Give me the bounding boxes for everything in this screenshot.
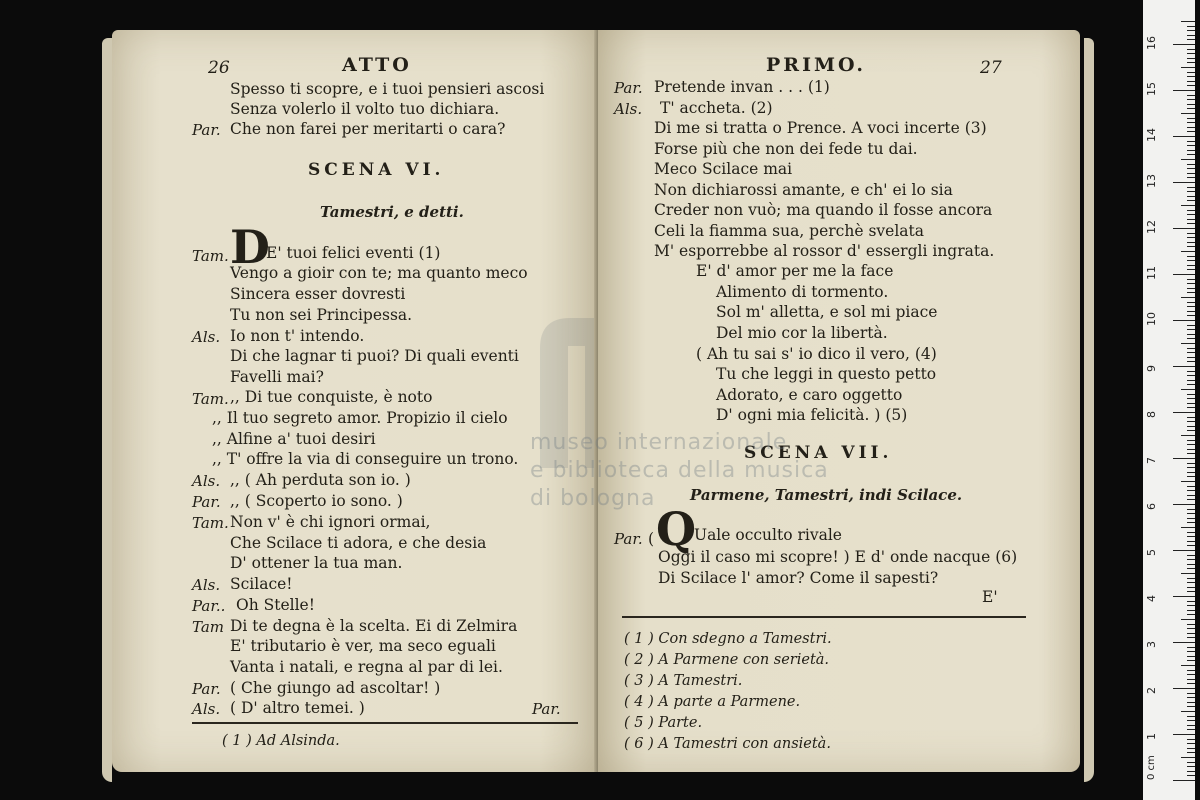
ruler-label: 13: [1145, 174, 1158, 188]
footnote: ( 6 ) A Tamestri con ansietà.: [624, 736, 831, 752]
ruler-tick: [1187, 131, 1195, 132]
footnote: ( 3 ) A Tamestri.: [624, 673, 743, 689]
ruler-tick: [1187, 743, 1195, 744]
open-book: [108, 30, 1084, 778]
ruler-tick: [1187, 601, 1195, 602]
ruler-tick: [1173, 90, 1195, 91]
ruler-tick: [1187, 651, 1195, 652]
ruler-tick: [1187, 76, 1195, 77]
ruler-tick: [1187, 26, 1195, 27]
ruler-label: 6: [1145, 503, 1158, 510]
verse-line: Scilace!: [230, 575, 293, 593]
ruler-tick: [1187, 191, 1195, 192]
ruler-tick: [1187, 265, 1195, 266]
catchword: Par.: [532, 700, 561, 718]
ruler-tick: [1187, 495, 1195, 496]
drop-capital: D: [230, 220, 270, 274]
ruler-tick: [1187, 361, 1195, 362]
ruler-tick: [1173, 366, 1195, 367]
ruler-tick: [1187, 762, 1195, 763]
aria-line: D' ogni mia felicità. ) (5): [716, 406, 908, 424]
ruler-tick: [1187, 394, 1195, 395]
ruler-tick: [1187, 371, 1195, 372]
footnote-rule: [192, 722, 578, 724]
ruler-tick: [1187, 582, 1195, 583]
speaker-label: Als.: [192, 472, 221, 490]
scene-characters: Tamestri, e detti.: [320, 203, 464, 221]
aria-line: Alimento di tormento.: [716, 283, 889, 301]
scene-title: SCENA VII.: [744, 443, 893, 463]
ruler-tick: [1187, 610, 1195, 611]
speaker-label: Par.: [614, 79, 643, 97]
ruler-tick: [1187, 145, 1195, 146]
ruler-label: 2: [1145, 687, 1158, 694]
ruler-tick: [1187, 647, 1195, 648]
ruler-tick: [1187, 168, 1195, 169]
ruler-tick: [1181, 67, 1195, 68]
ruler-tick: [1187, 210, 1195, 211]
ruler-tick: [1187, 605, 1195, 606]
speaker-label: Als.: [192, 576, 221, 594]
footnote: ( 2 ) A Parmene con serietà.: [624, 652, 830, 668]
ruler-tick: [1187, 223, 1195, 224]
ruler-tick: [1181, 711, 1195, 712]
verse-line: Non dichiarossi amante, e ch' ei lo sia: [654, 181, 953, 199]
ruler-tick: [1187, 150, 1195, 151]
ruler-tick: [1181, 619, 1195, 620]
speaker-label: Par.: [192, 121, 221, 139]
verse-line: E' tributario è ver, ma seco eguali: [230, 637, 496, 655]
ruler-tick: [1187, 513, 1195, 514]
verse-line: M' esporrebbe al rossor d' essergli ingrata.: [654, 242, 995, 260]
verse-line: ,, Di tue conquiste, è noto: [230, 388, 433, 406]
verse-line: ,, ( Ah perduta son io. ): [230, 471, 411, 489]
ruler-tick: [1187, 440, 1195, 441]
ruler-tick: [1187, 72, 1195, 73]
verse-line: Che non farei per meritarti o cara?: [230, 120, 506, 138]
verse-line: Io non t' intendo.: [230, 327, 365, 345]
verse-line: Oggi il caso mi scopre! ) E d' onde nacque (6): [658, 548, 1018, 566]
ruler-tick: [1187, 177, 1195, 178]
footnote: ( 5 ) Parte.: [624, 715, 703, 731]
verse-line: Oh Stelle!: [236, 596, 315, 614]
verse-line: Vengo a gioir con te; ma quanto meco: [230, 264, 528, 282]
ruler-tick: [1187, 104, 1195, 105]
ruler-tick: [1181, 527, 1195, 528]
watermark-line: di bologna: [530, 486, 656, 511]
verse-line: Uale occulto rivale: [694, 526, 842, 544]
verse-line: Creder non vuò; ma quando il fosse ancora: [654, 201, 993, 219]
footnote-rule: [622, 616, 1026, 618]
ruler-tick: [1187, 559, 1195, 560]
verse-line: ,, ( Scoperto io sono. ): [230, 492, 403, 510]
ruler-tick: [1187, 279, 1195, 280]
ruler-tick: [1173, 550, 1195, 551]
ruler-tick: [1187, 683, 1195, 684]
ruler-label: 5: [1145, 549, 1158, 556]
ruler-tick: [1187, 555, 1195, 556]
ruler-label: 15: [1145, 82, 1158, 96]
speaker-label: Par.: [614, 530, 643, 548]
ruler-tick: [1187, 739, 1195, 740]
ruler-tick: [1181, 343, 1195, 344]
ruler-tick: [1187, 591, 1195, 592]
ruler-tick: [1187, 679, 1195, 680]
ruler-tick: [1187, 256, 1195, 257]
ruler-tick: [1187, 633, 1195, 634]
ruler-tick: [1187, 196, 1195, 197]
watermark-line: e biblioteca della musica: [530, 458, 829, 483]
ruler-tick: [1173, 780, 1195, 781]
speaker-label: Als.: [192, 700, 221, 718]
ruler-tick: [1187, 522, 1195, 523]
ruler-tick: [1187, 398, 1195, 399]
ruler-tick: [1187, 518, 1195, 519]
ruler-tick: [1187, 81, 1195, 82]
footnote: ( 4 ) A parte a Parmene.: [624, 694, 801, 710]
ruler-tick: [1173, 274, 1195, 275]
ruler-tick: [1187, 532, 1195, 533]
ruler-tick: [1187, 219, 1195, 220]
verse-line: Senza volerlo il volto tuo dichiara.: [230, 100, 500, 118]
ruler-tick: [1187, 380, 1195, 381]
ruler-tick: [1187, 141, 1195, 142]
ruler-tick: [1187, 674, 1195, 675]
aria-line: Adorato, e caro oggetto: [716, 386, 903, 404]
ruler-tick: [1187, 348, 1195, 349]
stage-paren: (: [648, 530, 655, 548]
ruler-tick: [1187, 752, 1195, 753]
ruler-tick: [1187, 237, 1195, 238]
ruler-tick: [1187, 476, 1195, 477]
ruler-tick: [1187, 334, 1195, 335]
ruler-tick: [1187, 637, 1195, 638]
ruler-tick: [1187, 624, 1195, 625]
ruler-tick: [1187, 260, 1195, 261]
speaker-label: Par.: [192, 493, 221, 511]
speaker-label: Tam.: [192, 514, 229, 532]
speaker-label: Tam.: [192, 247, 229, 265]
ruler-tick: [1187, 430, 1195, 431]
ruler-label: 1: [1145, 733, 1158, 740]
ruler-tick: [1187, 578, 1195, 579]
verse-line: Di te degna è la scelta. Ei di Zelmira: [230, 617, 518, 635]
ruler-tick: [1187, 233, 1195, 234]
ruler-tick: [1187, 426, 1195, 427]
scale-ruler: [1143, 0, 1195, 800]
ruler-tick: [1187, 564, 1195, 565]
ruler-tick: [1187, 656, 1195, 657]
ruler-tick: [1181, 435, 1195, 436]
verse-line: Di me si tratta o Prence. A voci incerte (3): [654, 119, 987, 137]
scene-title: SCENA VI.: [308, 160, 445, 180]
verse-line: Spesso ti scopre, e i tuoi pensieri ascosi: [230, 80, 545, 98]
ruler-tick: [1187, 127, 1195, 128]
ruler-tick: [1187, 670, 1195, 671]
speaker-label: Par..: [192, 597, 226, 615]
ruler-tick: [1187, 444, 1195, 445]
ruler-label: 9: [1145, 365, 1158, 372]
ruler-label: 16: [1145, 36, 1158, 50]
ruler-tick: [1187, 53, 1195, 54]
verse-line: Celi la fiamma sua, perchè svelata: [654, 222, 924, 240]
verse-line: D' ottener la tua man.: [230, 554, 403, 572]
watermark-line: museo internazionale: [530, 430, 788, 455]
ruler-tick: [1187, 499, 1195, 500]
ruler-tick: [1173, 136, 1195, 137]
ruler-tick: [1173, 596, 1195, 597]
verse-line: Forse più che non dei fede tu dai.: [654, 140, 918, 158]
ruler-tick: [1187, 329, 1195, 330]
ruler-tick: [1187, 720, 1195, 721]
ruler-tick: [1187, 407, 1195, 408]
ruler-tick: [1187, 164, 1195, 165]
ruler-label: 10: [1145, 312, 1158, 326]
ruler-tick: [1187, 587, 1195, 588]
ruler-tick: [1173, 44, 1195, 45]
ruler-tick: [1173, 688, 1195, 689]
ruler-tick: [1187, 509, 1195, 510]
ruler-tick: [1181, 159, 1195, 160]
ruler-tick: [1187, 775, 1195, 776]
verse-line: ,, Alfine a' tuoi desiri: [212, 430, 376, 448]
verse-line: Non v' è chi ignori ormai,: [230, 513, 431, 531]
page-number: 27: [980, 58, 1002, 78]
ruler-tick: [1187, 417, 1195, 418]
running-head: PRIMO.: [766, 54, 867, 76]
ruler-label: 3: [1145, 641, 1158, 648]
ruler-tick: [1187, 660, 1195, 661]
ruler-tick: [1187, 302, 1195, 303]
ruler-tick: [1181, 297, 1195, 298]
ruler-tick: [1187, 315, 1195, 316]
ruler-tick: [1181, 389, 1195, 390]
aria-line: ( Ah tu sai s' io dico il vero, (4): [696, 345, 937, 363]
verse-line: Che Scilace ti adora, e che desia: [230, 534, 487, 552]
ruler-tick: [1187, 490, 1195, 491]
ruler-tick: [1187, 35, 1195, 36]
ruler-tick: [1187, 306, 1195, 307]
ruler-tick: [1187, 702, 1195, 703]
ruler-tick: [1187, 49, 1195, 50]
left-page-edges: [102, 38, 112, 782]
right-page-edges: [1084, 38, 1094, 782]
ruler-tick: [1187, 357, 1195, 358]
ruler-tick: [1187, 384, 1195, 385]
footnote: ( 1 ) Con sdegno a Tamestri.: [624, 631, 832, 647]
ruler-tick: [1181, 573, 1195, 574]
ruler-tick: [1187, 421, 1195, 422]
speaker-label: Als.: [192, 328, 221, 346]
ruler-tick: [1187, 325, 1195, 326]
ruler-tick: [1187, 541, 1195, 542]
verse-line: E' tuoi felici eventi (1): [266, 244, 441, 262]
ruler-tick: [1187, 697, 1195, 698]
footnote: ( 1 ) Ad Alsinda.: [222, 733, 340, 749]
ruler-unit: 0 cm: [1146, 755, 1157, 780]
verse-line: Meco Scilace mai: [654, 160, 793, 178]
ruler-tick: [1187, 154, 1195, 155]
ruler-tick: [1187, 242, 1195, 243]
ruler-tick: [1187, 729, 1195, 730]
ruler-tick: [1181, 21, 1195, 22]
verse-line: Di Scilace l' amor? Come il sapesti?: [658, 569, 939, 587]
ruler-label: 4: [1145, 595, 1158, 602]
ruler-tick: [1187, 545, 1195, 546]
left-page: [112, 30, 598, 772]
ruler-tick: [1187, 311, 1195, 312]
ruler-tick: [1187, 108, 1195, 109]
ruler-tick: [1173, 182, 1195, 183]
ruler-tick: [1187, 614, 1195, 615]
drop-capital: Q: [656, 502, 697, 556]
ruler-label: 14: [1145, 128, 1158, 142]
ruler-tick: [1187, 463, 1195, 464]
ruler-tick: [1187, 283, 1195, 284]
ruler-tick: [1173, 228, 1195, 229]
ruler-tick: [1187, 200, 1195, 201]
ruler-tick: [1187, 486, 1195, 487]
ruler-tick: [1187, 716, 1195, 717]
verse-line: Pretende invan . . . (1): [654, 78, 830, 96]
ruler-tick: [1181, 481, 1195, 482]
ruler-tick: [1173, 458, 1195, 459]
ruler-tick: [1187, 187, 1195, 188]
ruler-tick: [1173, 734, 1195, 735]
ruler-tick: [1173, 412, 1195, 413]
ruler-tick: [1181, 665, 1195, 666]
speaker-label: Tam.: [192, 390, 229, 408]
aria-line: Sol m' alletta, e sol mi piace: [716, 303, 938, 321]
ruler-tick: [1187, 62, 1195, 63]
ruler-tick: [1187, 693, 1195, 694]
ruler-tick: [1187, 628, 1195, 629]
verse-line: Favelli mai?: [230, 368, 324, 386]
ruler-label: 12: [1145, 220, 1158, 234]
verse-line: ( D' altro temei. ): [230, 699, 365, 717]
ruler-tick: [1181, 251, 1195, 252]
page-number: 26: [208, 58, 230, 78]
ruler-tick: [1187, 472, 1195, 473]
ruler-tick: [1187, 453, 1195, 454]
ruler-tick: [1187, 568, 1195, 569]
ruler-tick: [1181, 113, 1195, 114]
ruler-tick: [1187, 85, 1195, 86]
ruler-tick: [1187, 288, 1195, 289]
ruler-tick: [1187, 246, 1195, 247]
ruler-tick: [1187, 766, 1195, 767]
ruler-tick: [1187, 536, 1195, 537]
ruler-label: 7: [1145, 457, 1158, 464]
verse-line: ,, Il tuo segreto amor. Propizio il cielo: [212, 409, 508, 427]
ruler-tick: [1187, 95, 1195, 96]
ruler-tick: [1187, 99, 1195, 100]
verse-line: T' accheta. (2): [660, 99, 773, 117]
ruler-tick: [1181, 757, 1195, 758]
ruler-tick: [1187, 352, 1195, 353]
ruler-tick: [1187, 748, 1195, 749]
speaker-label: Als.: [614, 100, 643, 118]
ruler-tick: [1181, 205, 1195, 206]
aria-line: E' d' amor per me la face: [696, 262, 894, 280]
ruler-tick: [1173, 504, 1195, 505]
ruler-tick: [1187, 449, 1195, 450]
verse-line: Di che lagnar ti puoi? Di quali eventi: [230, 347, 519, 365]
verse-line: Tu non sei Principessa.: [230, 306, 413, 324]
speaker-label: Tam: [192, 618, 225, 636]
verse-line: ,, T' offre la via di conseguire un trono.: [212, 450, 519, 468]
ruler-tick: [1187, 118, 1195, 119]
scene-characters: Parmene, Tamestri, indi Scilace.: [690, 486, 963, 504]
ruler-tick: [1187, 375, 1195, 376]
ruler-tick: [1187, 338, 1195, 339]
ruler-tick: [1187, 214, 1195, 215]
catchword: E': [982, 588, 998, 606]
ruler-tick: [1187, 269, 1195, 270]
verse-line: Sincera esser dovresti: [230, 285, 406, 303]
ruler-tick: [1187, 706, 1195, 707]
verse-line: Vanta i natali, e regna al par di lei.: [230, 658, 503, 676]
aria-line: Del mio cor la libertà.: [716, 324, 888, 342]
ruler-label: 8: [1145, 411, 1158, 418]
running-head: ATTO: [342, 54, 412, 76]
ruler-tick: [1187, 58, 1195, 59]
ruler-tick: [1187, 39, 1195, 40]
ruler-tick: [1187, 292, 1195, 293]
ruler-tick: [1187, 30, 1195, 31]
speaker-label: Par.: [192, 680, 221, 698]
ruler-tick: [1187, 467, 1195, 468]
right-page: [598, 30, 1080, 772]
ruler-tick: [1187, 173, 1195, 174]
ruler-tick: [1173, 642, 1195, 643]
ruler-tick: [1173, 320, 1195, 321]
ruler-tick: [1187, 403, 1195, 404]
aria-line: Tu che leggi in questo petto: [716, 365, 937, 383]
ruler-tick: [1187, 122, 1195, 123]
verse-line: ( Che giungo ad ascoltar! ): [230, 679, 441, 697]
ruler-tick: [1187, 771, 1195, 772]
ruler-tick: [1187, 725, 1195, 726]
ruler-label: 11: [1145, 266, 1158, 280]
